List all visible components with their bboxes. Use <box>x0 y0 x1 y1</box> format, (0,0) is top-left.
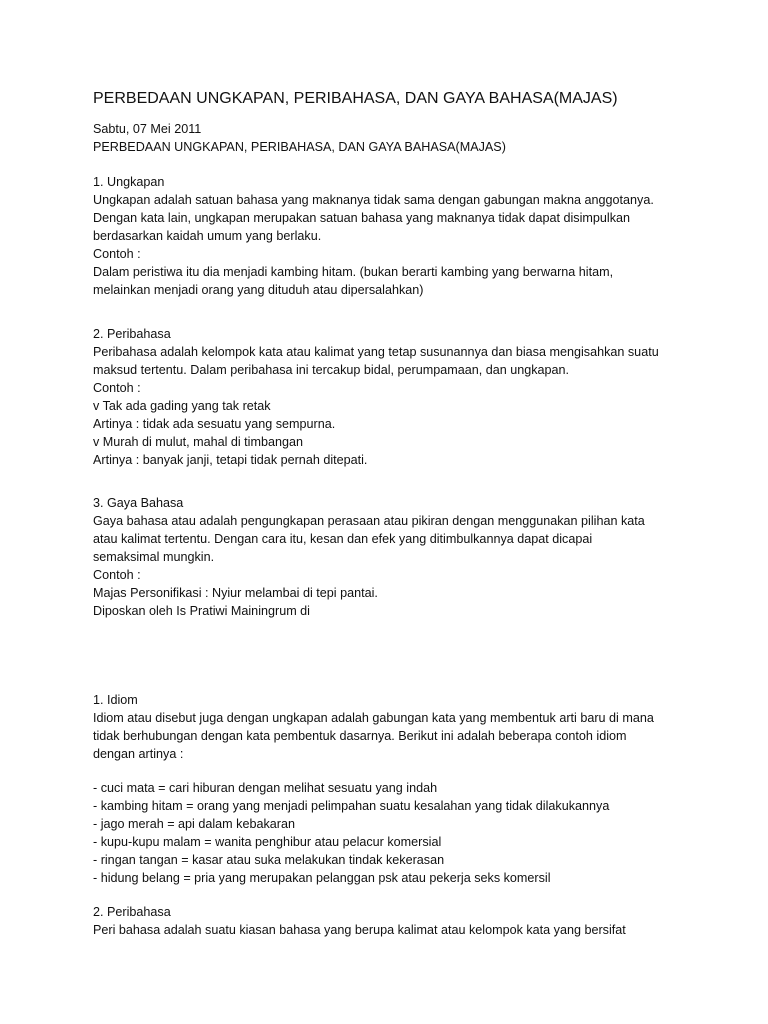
section-heading-peribahasa-2: 2. Peribahasa <box>93 905 171 919</box>
text-line: atau kalimat tertentu. Dengan cara itu, kesan dan efek yang ditimbulkannya dapat dicapai <box>93 532 593 546</box>
text-line: Gaya bahasa atau adalah pengungkapan perasaan atau pikiran dengan menggunakan pilihan kata <box>93 514 645 528</box>
section-heading-peribahasa: 2. Peribahasa <box>93 327 171 341</box>
text-line: dengan artinya : <box>93 747 184 761</box>
text-line: v Murah di mulut, mahal di timbangan <box>93 435 303 449</box>
text-line: Contoh : <box>93 247 141 261</box>
text-line: Ungkapan adalah satuan bahasa yang maknanya tidak sama dengan gabungan makna anggotanya. <box>93 193 654 207</box>
section-heading-idiom: 1. Idiom <box>93 693 138 707</box>
text-line: Artinya : tidak ada sesuatu yang sempurna. <box>93 417 336 431</box>
idiom-list-item: - hidung belang = pria yang merupakan pelanggan psk atau pekerja seks komersil <box>93 871 551 885</box>
post-date: Sabtu, 07 Mei 2011 <box>93 122 202 136</box>
text-line: Peribahasa adalah kelompok kata atau kalimat yang tetap susunannya dan biasa mengisahkan suatu <box>93 345 659 359</box>
post-heading: PERBEDAAN UNGKAPAN, PERIBAHASA, DAN GAYA BAHASA(MAJAS) <box>93 140 506 154</box>
text-line: Contoh : <box>93 568 141 582</box>
section-heading-gaya-bahasa: 3. Gaya Bahasa <box>93 496 184 510</box>
idiom-list-item: - cuci mata = cari hiburan dengan melihat sesuatu yang indah <box>93 781 438 795</box>
text-line: berdasarkan kaidah umum yang berlaku. <box>93 229 322 243</box>
idiom-list-item: - kupu-kupu malam = wanita penghibur atau pelacur komersial <box>93 835 442 849</box>
text-line: Artinya : banyak janji, tetapi tidak pernah ditepati. <box>93 453 368 467</box>
document-title: PERBEDAAN UNGKAPAN, PERIBAHASA, DAN GAYA BAHASA(MAJAS) <box>93 90 618 107</box>
idiom-list-item: - kambing hitam = orang yang menjadi pelimpahan suatu kesalahan yang tidak dilakukannya <box>93 799 610 813</box>
idiom-list-item: - jago merah = api dalam kebakaran <box>93 817 295 831</box>
text-line: v Tak ada gading yang tak retak <box>93 399 271 413</box>
text-line: tidak berhubungan dengan kata pembentuk dasarnya. Berikut ini adalah beberapa contoh idiom <box>93 729 627 743</box>
text-line: Majas Personifikasi : Nyiur melambai di tepi pantai. <box>93 586 378 600</box>
text-line: Dengan kata lain, ungkapan merupakan satuan bahasa yang maknanya tidak dapat disimpulkan <box>93 211 630 225</box>
text-line: Idiom atau disebut juga dengan ungkapan adalah gabungan kata yang membentuk arti baru di mana <box>93 711 654 725</box>
posted-by-line: Diposkan oleh Is Pratiwi Mainingrum di <box>93 604 310 618</box>
section-heading-ungkapan: 1. Ungkapan <box>93 175 165 189</box>
idiom-list-item: - ringan tangan = kasar atau suka melakukan tindak kekerasan <box>93 853 445 867</box>
text-line: Peri bahasa adalah suatu kiasan bahasa yang berupa kalimat atau kelompok kata yang bersifat <box>93 923 626 937</box>
text-line: melainkan menjadi orang yang dituduh atau dipersalahkan) <box>93 283 424 297</box>
text-line: Contoh : <box>93 381 141 395</box>
text-line: maksud tertentu. Dalam peribahasa ini tercakup bidal, perumpamaan, dan ungkapan. <box>93 363 570 377</box>
text-line: semaksimal mungkin. <box>93 550 215 564</box>
text-line: Dalam peristiwa itu dia menjadi kambing hitam. (bukan berarti kambing yang berwarna hitam, <box>93 265 614 279</box>
